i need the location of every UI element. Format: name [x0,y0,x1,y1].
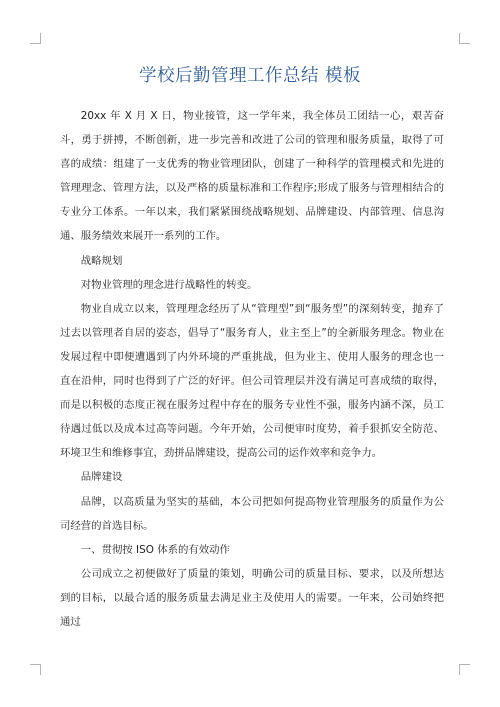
crop-mark-top-left [30,33,41,44]
strategy-paragraph: 物业自成立以来，管理理念经历了从“管理型”到“服务型”的深刻转变，抛弃了过去以管理者自居的姿态，倡导了“服务育人，业主至上”的全新服务理念。物业在发展过程中即便遭遇到了内外环境的严重挑战，但为业主、使用人服务的理念也一直在沿伸，同时也得到了广泛的好评。但公司管理层并没有满足可喜成绩的取得，而是以积极的态度正视在服务过程中存在的服务专业性不强，服务内涵不深，员工待遇过低以及成本过高等问题。今年开始，公司便审时度势，着手狠抓安全防范、环境卫生和维修事宜，劲拼品牌建设，提高公司的运作效率和竞争力。 [60,302,444,460]
crop-mark-bottom-left [30,664,41,675]
document-title: 学校后勤管理工作总结 模板 [138,66,362,86]
brand-paragraph: 品牌，以高质量为坚实的基础，本公司把如何提高物业管理服务的质量作为公司经营的首选目标。 [60,495,444,532]
intro-paragraph: 20xx 年 X 月 X 日，物业接管，这一学年来，我全体员工团结一心，艰苦奋斗，勇于拼搏，不断创新，进一步完善和改进了公司的管理和服务质量，取得了可喜的成绩：组建了一支优秀的物业管理团队，创建了一种科学的管理模式和先进的管理理念、管理方法，以及严格的质量标准和工作程序;形成了服务与管理相结合的专业分工体系。一年以来，我们紧紧围绕战略规划、品牌建设、内部管理、信息沟通、服务绩效来展开一系列的工作。 [60,110,444,243]
section-heading-strategy: 战略规划 [80,254,123,267]
crop-mark-bottom-right [459,664,470,675]
subheading-iso: 一、贯彻按 ISO 体系的有效动作 [80,543,230,556]
section-heading-brand: 品牌建设 [80,471,123,484]
iso-paragraph: 公司成立之初便做好了质量的策划，明确公司的质量目标、要求，以及所想达到的目标，以最合适的服务质量去满足业主及使用人的需要。一年来，公司始终把通过 [60,567,444,628]
strategy-summary: 对物业管理的理念进行战略性的转变。 [80,278,258,291]
document-body [60,104,444,634]
crop-mark-top-right [459,33,470,44]
